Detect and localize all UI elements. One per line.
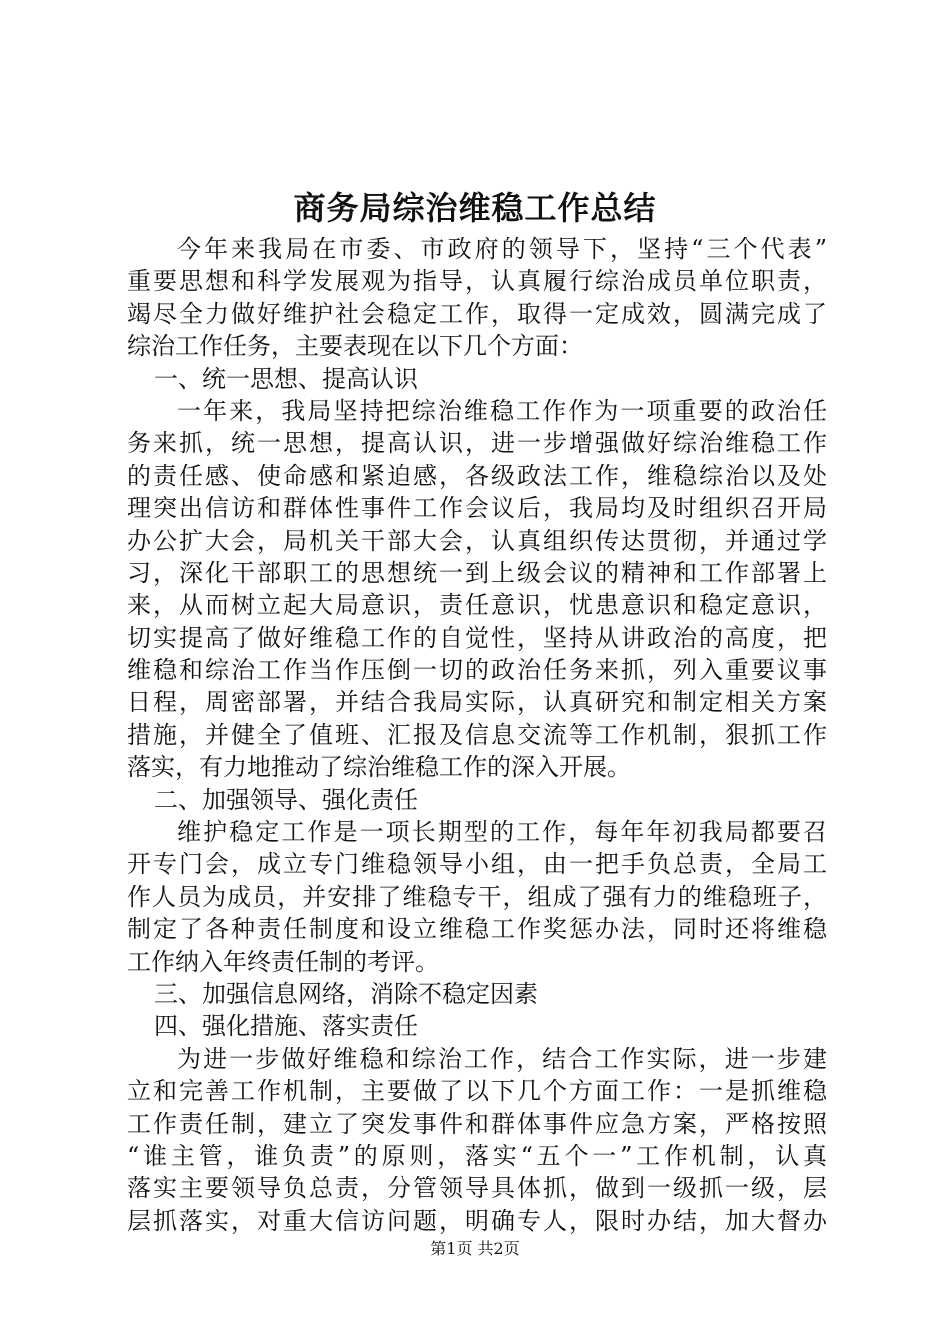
paragraph-line: 立和完善工作机制，主要做了以下几个方面工作：一是抓维稳 [127,1077,827,1106]
paragraph-line: 综治工作任务，主要表现在以下几个方面： [127,332,583,361]
paragraph-line: 理突出信访和群体性事件工作会议后，我局均及时组织召开局 [127,494,827,523]
paragraph-line: 维稳和综治工作当作压倒一切的政治任务来抓，列入重要议事 [127,656,827,685]
paragraph-line: 切实提高了做好维稳工作的自觉性，坚持从讲政治的高度，把 [127,623,827,652]
paragraph-line: 务来抓，统一思想，提高认识，进一步增强做好综治维稳工作 [127,429,827,458]
paragraph-line: 工作责任制，建立了突发事件和群体事件应急方案，严格按照 [127,1109,827,1138]
paragraph-line: 重要思想和科学发展观为指导，认真履行综治成员单位职责， [127,267,827,296]
paragraph-line: 竭尽全力做好维护社会稳定工作，取得一定成效，圆满完成了 [127,299,827,328]
paragraph-line: 日程，周密部署，并结合我局实际，认真研究和制定相关方案 [127,688,827,717]
paragraph-line: 一年来，我局坚持把综治维稳工作作为一项重要的政治任 [177,396,827,425]
section-heading: 二、加强领导、强化责任 [154,785,418,814]
paragraph-line: 作人员为成员，并安排了维稳专干，组成了强有力的维稳班子， [127,882,827,911]
section-heading: 四、强化措施、落实责任 [154,1012,418,1041]
section-heading: 一、统一思想、提高认识 [154,364,418,393]
document-body [127,233,827,1237]
paragraph-line: 制定了各种责任制度和设立维稳工作奖惩办法，同时还将维稳 [127,915,827,944]
paragraph-line: 措施，并健全了值班、汇报及信息交流等工作机制，狠抓工作 [127,720,827,749]
paragraph-line: 为进一步做好维稳和综治工作，结合工作实际，进一步建 [177,1044,827,1073]
paragraph-line: 落实，有力地推动了综治维稳工作的深入开展。 [127,753,631,782]
paragraph-line: 落实主要领导负总责，分管领导具体抓，做到一级抓一级，层 [127,1174,827,1203]
page-title: 商务局综治维稳工作总结 [293,189,657,227]
paragraph-line: 维护稳定工作是一项长期型的工作，每年年初我局都要召 [177,818,827,847]
paragraph-line: 办公扩大会，局机关干部大会，认真组织传达贯彻，并通过学 [127,526,827,555]
section-heading: 三、加强信息网络，消除不稳定因素 [154,979,538,1008]
page-footer: 第1页 共2页 [430,1239,520,1258]
paragraph-line: 习，深化干部职工的思想统一到上级会议的精神和工作部署上 [127,558,827,587]
paragraph-line: 层抓落实，对重大信访问题，明确专人，限时办结，加大督办 [127,1206,827,1235]
paragraph-line: 开专门会，成立专门维稳领导小组，由一把手负总责，全局工 [127,850,827,879]
paragraph-line: 来，从而树立起大局意识，责任意识，忧患意识和稳定意识， [127,591,827,620]
paragraph-line: “谁主管，谁负责”的原则，落实“五个一”工作机制，认真 [127,1141,827,1170]
paragraph-line: 的责任感、使命感和紧迫感，各级政法工作，维稳综治以及处 [127,461,827,490]
paragraph-line: 今年来我局在市委、市政府的领导下，坚持“三个代表” [177,235,827,263]
paragraph-line: 工作纳入年终责任制的考评。 [127,947,439,976]
